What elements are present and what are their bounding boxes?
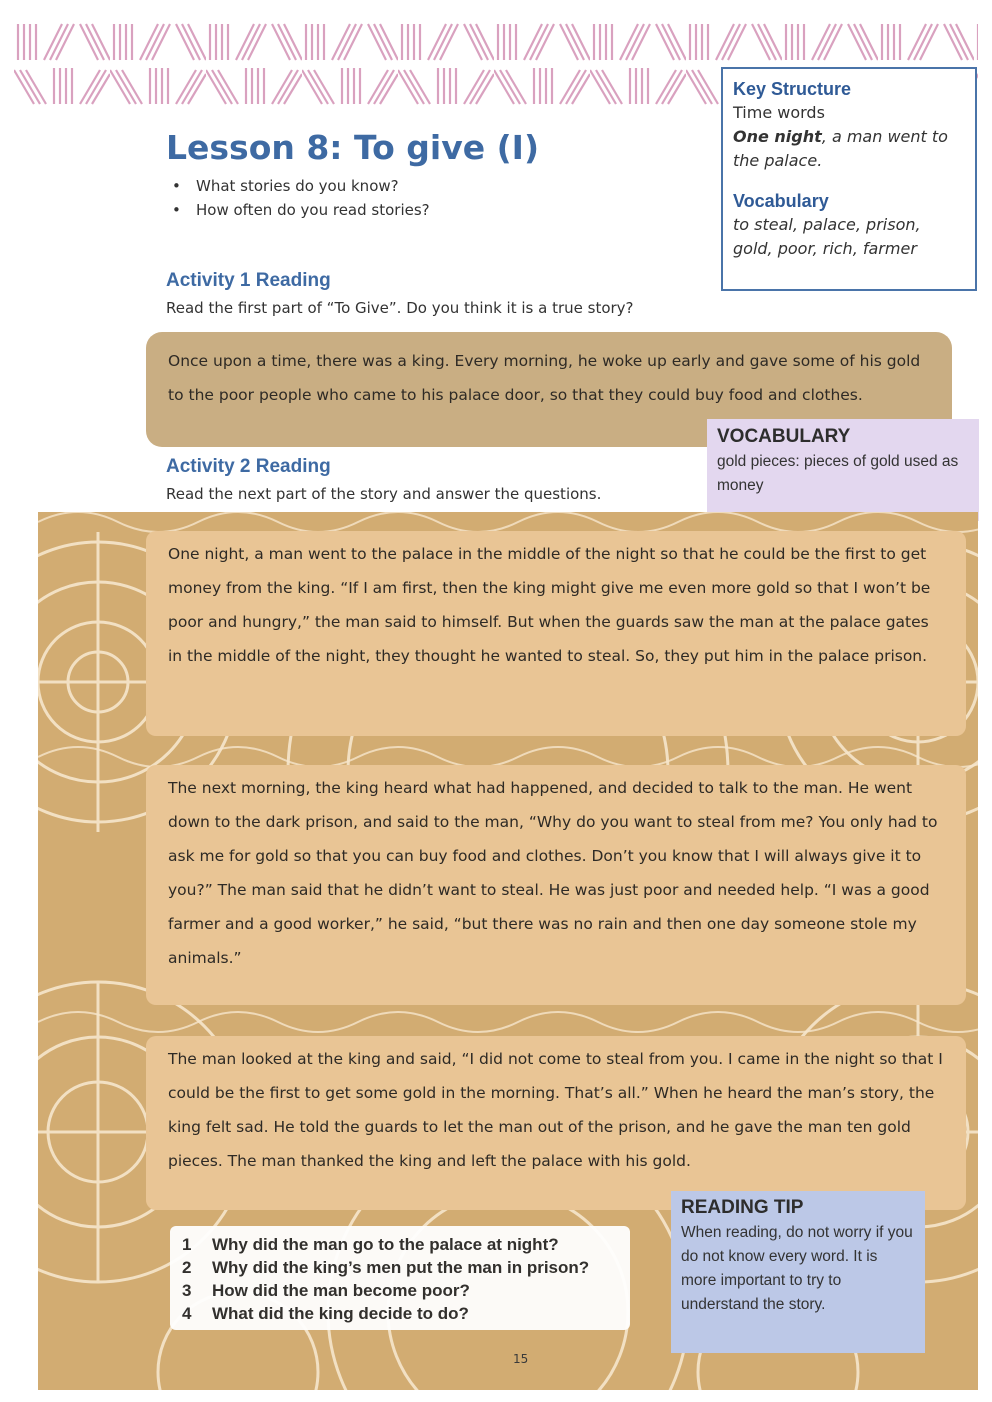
reading-tip-box (671, 1191, 925, 1353)
activity2-story-paragraph-2: The next morning, the king heard what had happened, and decided to talk to the man. He went down to the dark prison, and said to the man, “Why do you want to steal from me? You only had to ask me for gold so that you can buy food and clothes. Don’t you know that I will always give it to you?” The man said that he didn’t want to steal. He was just poor and needed help. “I was a good farmer and a good worker,” he said, “but there was no rain and then one day someone stole my animals.” (146, 765, 966, 1005)
page-number: 15 (513, 1352, 529, 1366)
activity1-story-text: Once upon a time, there was a king. Every morning, he woke up early and gave some of his gold to the poor people who came to his palace door, so that they could buy food and clothes. (146, 332, 952, 447)
activity2-story-paragraph-1: One night, a man went to the palace in the middle of the night so that he could be the first to get money from the king. “If I am first, then the king might give me even more gold so that I won’t be poor and hungry,” the man said to himself. But when the guards saw the man at the palace gates in the middle of the night, they thought he wanted to steal. So, they put him in the palace prison. (146, 531, 966, 736)
reading-tip-text: When reading, do not worry if you do not know every word. It is more important to try to understand the story. (681, 1224, 913, 1313)
question-number: 1 (182, 1235, 192, 1254)
vocabulary-box (707, 419, 979, 521)
question-number: 3 (182, 1281, 192, 1300)
activity2-instruction: Read the next part of the story and answer the questions. (166, 485, 602, 503)
key-structure-box (721, 67, 977, 291)
question-text: How did the man become poor? (212, 1281, 470, 1300)
question-item (182, 1256, 618, 1279)
question-number: 2 (182, 1258, 192, 1277)
question-item (182, 1302, 618, 1325)
lesson-title: Lesson 8: To give (I) (166, 128, 540, 167)
question-item (182, 1279, 618, 1302)
warmup-question: • How often do you read stories? (172, 198, 430, 222)
warmup-questions (172, 174, 430, 222)
warmup-question: • What stories do you know? (172, 174, 430, 198)
key-vocabulary-heading: Vocabulary (733, 191, 829, 211)
vocabulary-definition: gold pieces: pieces of gold used as money (717, 453, 959, 494)
activity1-heading: Activity 1 Reading (166, 270, 331, 291)
question-text: Why did the man go to the palace at night? (212, 1235, 559, 1254)
comprehension-questions (170, 1226, 630, 1330)
reading-tip-heading: READING TIP (681, 1197, 804, 1218)
key-structure-example-bold: One night (733, 127, 822, 146)
activity1-instruction: Read the first part of “To Give”. Do you think it is a true story? (166, 299, 634, 317)
question-text: What did the king decide to do? (212, 1304, 469, 1323)
vocabulary-heading: VOCABULARY (717, 426, 851, 447)
key-structure-example-rest: , a man went to the palace. (733, 127, 948, 170)
activity2-story-paragraph-3: The man looked at the king and said, “I did not come to steal from you. I came in the night so that I could be the first to get some gold in the morning. That’s all.” When he heard the man’s story, the king felt sad. He told the guards to let the man out of the prison, and he gave the man ten gold pieces. The man thanked the king and left the palace with his gold. (146, 1036, 966, 1210)
key-structure-heading: Key Structure (733, 79, 852, 99)
key-vocabulary-list: to steal, palace, prison, gold, poor, rich, farmer (733, 215, 921, 258)
activity2-heading: Activity 2 Reading (166, 456, 331, 477)
question-item (182, 1233, 618, 1256)
question-text: Why did the king’s men put the man in prison? (212, 1258, 590, 1277)
key-structure-time-words: Time words (733, 103, 825, 122)
question-number: 4 (182, 1304, 192, 1323)
key-structure-example (733, 125, 965, 173)
